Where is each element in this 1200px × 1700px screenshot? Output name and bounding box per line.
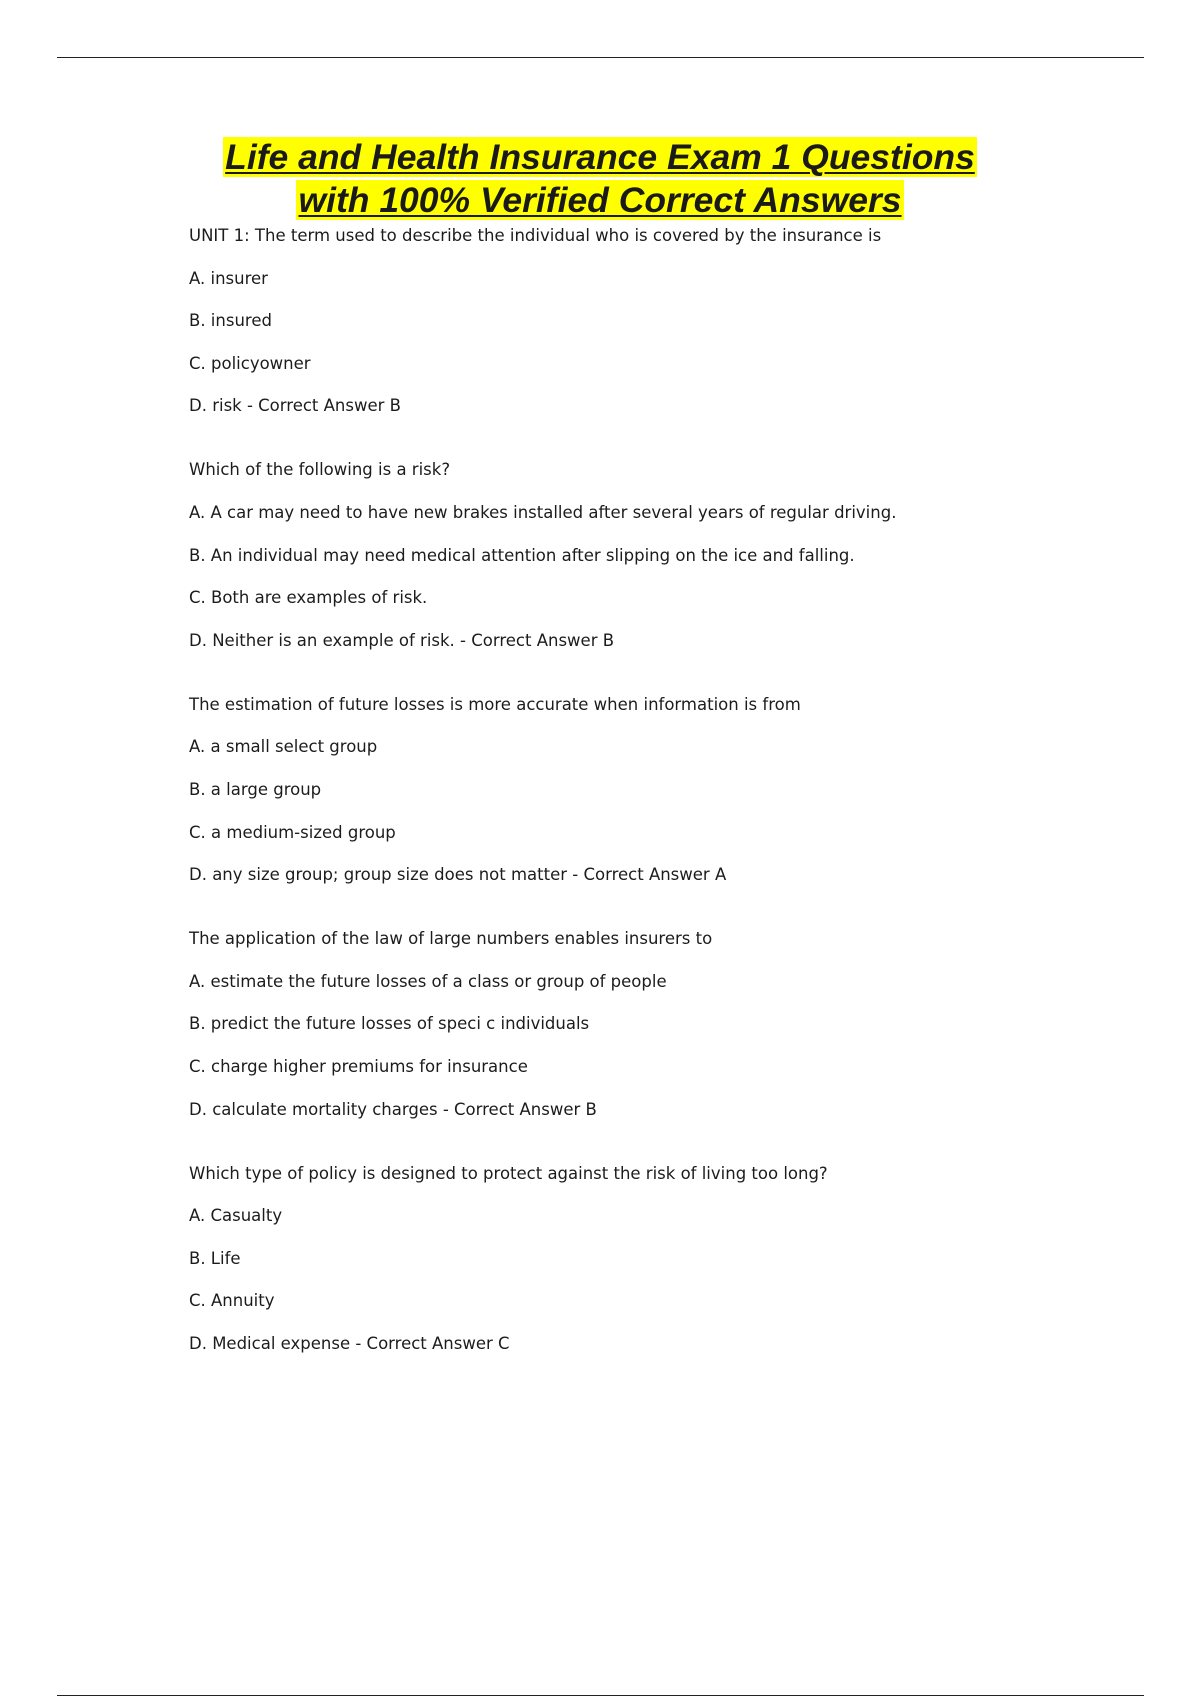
document-title: [0, 136, 1200, 222]
question-prompt: The estimation of future losses is more accurate when information is from: [189, 694, 801, 714]
answer-option-c: C. a medium-sized group: [189, 822, 396, 842]
top-rule: [57, 57, 1144, 58]
bottom-rule: [57, 1695, 1144, 1696]
answer-option-d: D. Medical expense - Correct Answer C: [189, 1333, 510, 1353]
question-list: [189, 225, 1149, 1397]
answer-option-a: A. insurer: [189, 268, 268, 288]
answer-option-b: B. Life: [189, 1248, 241, 1268]
question-prompt: Which of the following is a risk?: [189, 460, 451, 480]
question-block-2: [189, 459, 1149, 651]
question-prompt: The application of the law of large numbers enables insurers to: [189, 929, 713, 949]
title-line-1: Life and Health Insurance Exam 1 Questions: [225, 137, 975, 177]
question-block-4: [189, 928, 1149, 1120]
question-prompt: UNIT 1: The term used to describe the individual who is covered by the insurance is: [189, 226, 882, 245]
answer-option-d: D. any size group; group size does not matter - Correct Answer A: [189, 865, 727, 885]
answer-option-a: A. a small select group: [189, 737, 378, 757]
answer-option-a: A. estimate the future losses of a class or group of people: [189, 971, 667, 991]
title-line-2: with 100% Verified Correct Answers: [298, 180, 902, 220]
answer-option-d: D. calculate mortality charges - Correct Answer B: [189, 1099, 597, 1119]
question-block-5: [189, 1163, 1149, 1355]
answer-option-c: C. charge higher premiums for insurance: [189, 1056, 528, 1076]
question-block-3: [189, 694, 1149, 886]
answer-option-b: B. predict the future losses of speci c individuals: [189, 1014, 590, 1034]
answer-option-c: C. policyowner: [189, 353, 311, 373]
answer-option-b: B. An individual may need medical attention after slipping on the ice and falling.: [189, 545, 855, 565]
answer-option-c: C. Annuity: [189, 1291, 275, 1311]
question-block-1: [189, 225, 1149, 417]
answer-option-b: B. a large group: [189, 779, 322, 799]
answer-option-a: A. A car may need to have new brakes installed after several years of regular driving.: [189, 502, 897, 522]
answer-option-d: D. risk - Correct Answer B: [189, 396, 401, 416]
answer-option-a: A. Casualty: [189, 1206, 283, 1226]
answer-option-b: B. insured: [189, 311, 272, 331]
answer-option-c: C. Both are examples of risk.: [189, 588, 428, 608]
answer-option-d: D. Neither is an example of risk. - Correct Answer B: [189, 630, 615, 650]
question-prompt: Which type of policy is designed to protect against the risk of living too long?: [189, 1163, 828, 1183]
